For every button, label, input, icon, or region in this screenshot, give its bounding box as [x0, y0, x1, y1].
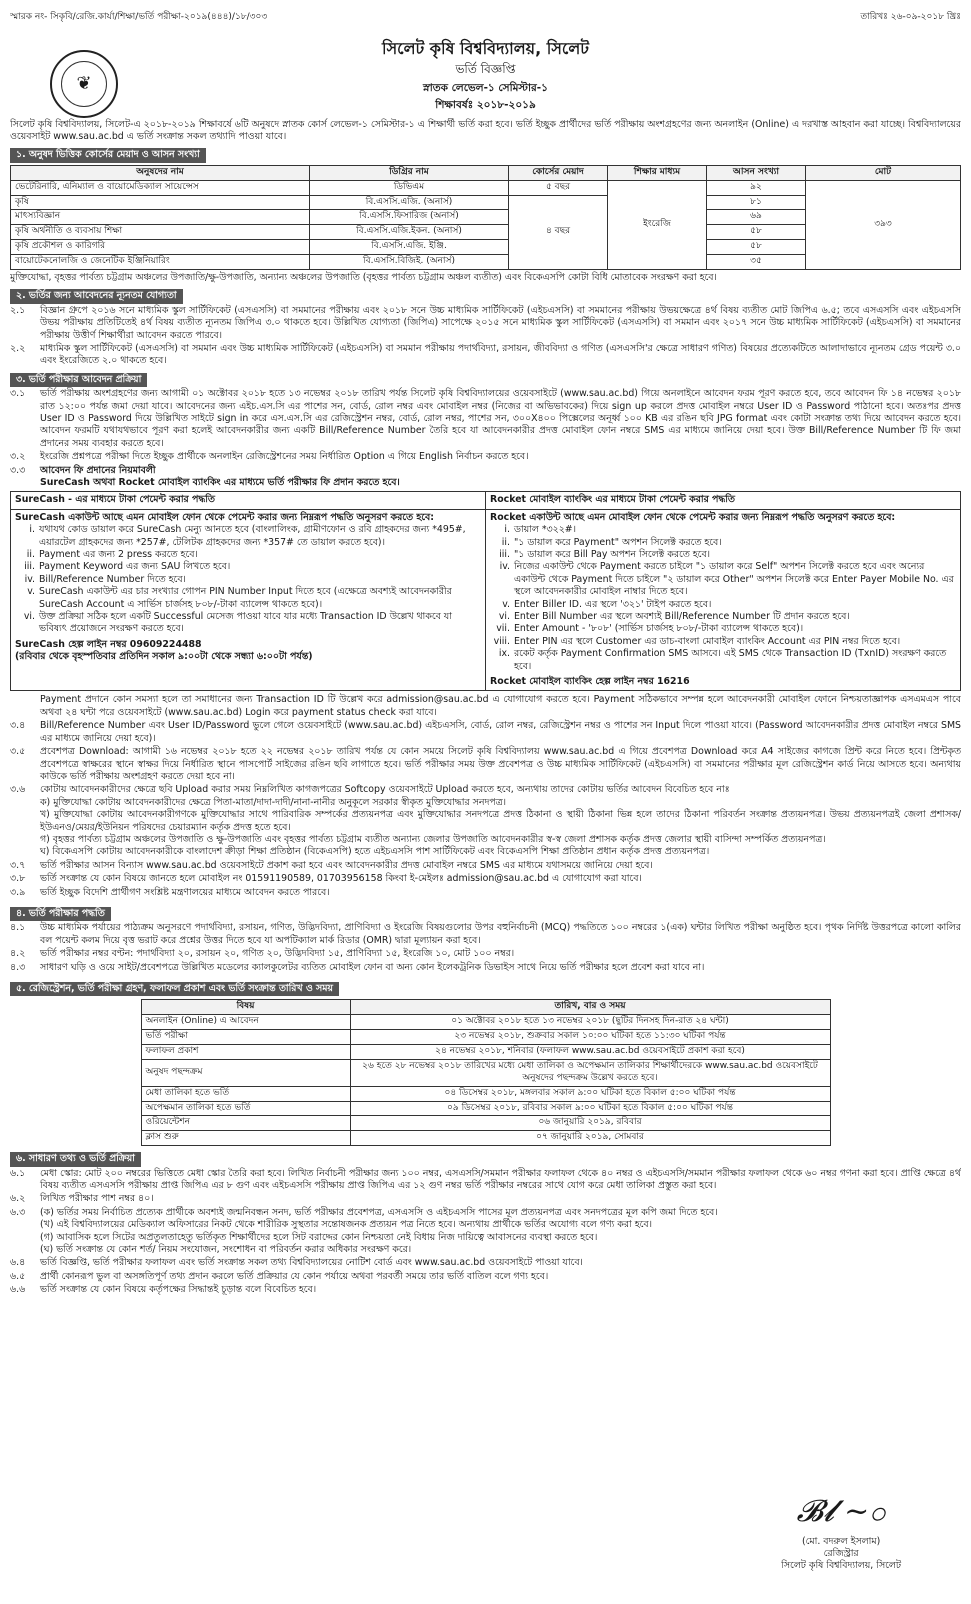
quota-doc: গ) বৃহত্তর পার্বত্য চট্টগ্রাম অঞ্চলের উপজাতি ও ক্ষু-উপজাতি এবং বৃহত্তর পার্বত্য চট্টগ্রাম ব্যতীত অন্যান্য জেলার উপজাতি আবেদনকারীর স্ব-স্ব জেলা প্রশাসক কর্তৃক প্রদত্ত জেলার স্থায়ী বাসিন্দা সম্পর্কিত প্রত্যয়নপত্র।	[40, 833, 826, 845]
faculty-table	[10, 165, 961, 270]
signature-mark-icon: 𝓑𝓵 ~⚬	[796, 1494, 886, 1529]
signatory-org: সিলেট কৃষি বিশ্ববিদ্যালয়, সিলেট	[781, 1560, 901, 1572]
list-item: ৪.৩ সাধারণ ঘড়ি ও ওয়ে সাইট/প্রবেশপত্রে উল্লিখিত মডেলের ক্যালকুলেটর ব্যতিত মোবাইল ফোন বা অন্য কোন ইলেকট্রনিক ডিভাইস সাথে নিয়ে ভর্তি পরীক্ষার হলে প্রবেশ করা যাবে না।	[10, 961, 705, 973]
seat-cell: ৩৫	[707, 255, 806, 270]
logo-emblem-icon: ❦	[61, 61, 107, 107]
section-3-title: ৩. ভর্তি পরীক্ষার আবেদন প্রক্রিয়া	[10, 373, 147, 387]
list-item: ৩.১ ভর্তি পরীক্ষায় অংশগ্রহণের জন্য আগামী ০১ অক্টোবর ২০১৮ হতে ১৩ নভেম্বর ২০১৮ তারিখ পর্যন্ত সিলেট কৃষি বিশ্ববিদ্যালয়ের ওয়েবসাইটে (www.sau.ac.bd) গিয়ে অনলাইনে আবেদন ফরম পূরণ করতে হবে, তবে আবেদন ফি ১৪ নভেম্বর ২০১৮ রাত ১২:০০ পর্যন্ত জমা দেয়া যাবে। আবেদনের জন্য এইচ.এস.সি এর পাশের সন, বোর্ড, রোল নম্বর এবং মোবাইল নম্বর (নিজের বা অভিভাবকের) দিয়ে sign up করলে প্রদত্ত মোবাইল নম্বরে User ID ও Password পাঠানো হবে। অতঃপর প্রদত্ত User ID ও Password দিয়ে উল্লিখিত সাইটে sign in করে এস.এস.সি এর রেজিস্ট্রেশন নম্বর, বোর্ড, রোল নম্বর, পাশের সন, ৩০০X৪০০ পিক্সেলের অনূর্ধ্ব ১০০ KB এর রঙিন ছবি JPG format এবং কোটা সংক্রান্ত তথ্য দিয়ে আবেদন করতে হবে। আবেদন ফরমটি যথাযথভাবে পূরণ করা হলেই আবেদনকারীর জন্য একটি Bill/Reference Number তৈরি হবে যা আবেদনকারীর প্রদত্ত মোবাইল ফোন নম্বরে SMS এর মাধ্যমে জানিয়ে দেয়া হবে। উক্ত Bill/Reference Number টি ফি জমা প্রদানের সময় ব্যবহার করতে হবে।	[10, 388, 961, 449]
admission-rule: (খ) এই বিশ্ববিদ্যালয়ের মেডিক্যাল অফিসারের নিকট থেকে শারীরিক সুস্থতার সন্তোষজনক প্রত্যয়ন পত্র নিতে হবে। অন্যথায় প্রার্থীকে ভর্তির অযোগ্য বলে গণ্য করা হবে।	[40, 1219, 652, 1231]
faculty-cell: বায়োটেকনোলজি ও জেনেটিক ইঞ্জিনিয়ারিং	[11, 255, 310, 270]
total-cell: ৩৯৩	[806, 180, 961, 269]
table-row: ভর্তি পরীক্ষা ২৩ নভেম্বর ২০১৮, শুক্রবার সকাল ১০:০০ ঘটিকা হতে ১১:৩০ ঘটিকা পর্যন্ত	[141, 1030, 830, 1045]
list-item: ৪.২ ভর্তি পরীক্ষার নম্বর বণ্টন: পদার্থবিদ্যা ২০, রসায়ন ২০, গণিত ২০, উদ্ভিদবিদ্যা ১৫, প্রাণিবিদ্যা ১৫, ইংরেজি ১০, মোট ১০০ নম্বর।	[10, 948, 515, 960]
notice-date: তারিখঃ ২৬-০৯-২০১৮ খ্রিঃ	[860, 12, 961, 22]
rocket-heading: Rocket মোবাইল ব্যাংকিং এর মাধ্যমে টাকা পেমেন্ট করার পদ্ধতি	[486, 492, 960, 509]
payment-subtitle: SureCash অথবা Rocket মোবাইল ব্যাংকিং এর মাধ্যমে ভর্তি পরীক্ষার ফি প্রদান করতে হবে।	[40, 476, 400, 488]
table-row: অনুষদ পছন্দক্রম ২৬ হতে ২৮ নভেম্বর ২০১৮ তারিখের মধ্যে মেধা তালিকা ও অপেক্ষমান তালিকার শিক্ষার্থীদেরকে www.sau.ac.bd ওয়েবসাইটে অনুষদের পছন্দক্রম উল্লেখ করতে হবে।	[141, 1059, 830, 1086]
quota-doc: ঘ) বিকেএসপি কোটায় আবেদনকারীকে বাংলাদেশ ক্রীড়া শিক্ষা প্রতিষ্ঠান (বিকেএসপি) হতে এইচএসসি পাশ সার্টিফিকেট এবং বিকেএসপি শিক্ষা প্রতিষ্ঠান প্রধান কর্তৃক প্রদত্ত প্রত্যয়নপত্র।	[40, 846, 710, 858]
session-label: শিক্ষাবর্ষঃ ২০১৮-২০১৯	[435, 98, 536, 111]
quota-doc: ক) মুক্তিযোদ্ধা কোটায় আবেদনকারীদের ক্ষেত্রে পিতা-মাতা/দাদা-দাদী/নানা-নানীর অনুকূলে সরকার স্বীকৃত মুক্তিযোদ্ধার সনদপত্র।	[40, 796, 506, 808]
header-cell: আসন সংখ্যা	[707, 165, 806, 180]
table-row: মেধা তালিকা হতে ভর্তি ০৪ ডিসেম্বর ২০১৮, মঙ্গলবার সকাল ৯:০০ ঘটিকা হতে বিকাল ৫:০০ ঘটিকা পর্যন্ত	[141, 1086, 830, 1101]
schedule-table	[141, 999, 831, 1146]
section-6-title: ৬. সাধারণ তথ্য ও ভর্তি প্রক্রিয়া	[10, 1152, 141, 1166]
table-row	[11, 180, 961, 195]
header-cell: শিক্ষার মাধ্যম	[608, 165, 707, 180]
duration-cell: ৫ বছর	[509, 180, 608, 195]
surecash-column	[11, 492, 485, 690]
list-item: iv. Bill/Reference Number দিতে হবে।	[24, 573, 186, 585]
faculty-cell: ভেটেরিনারি, এনিম্যাল ও বায়োমেডিক্যাল সায়েন্সেস	[11, 180, 310, 195]
list-item: vi. Enter Bill Number এর স্থলে অবশ্যই Bill/Reference Number টি প্রদান করতে হবে।	[498, 611, 850, 623]
list-item: ৩.৫ প্রবেশপত্র Download: আগামী ১৬ নভেম্বর ২০১৮ হতে ২২ নভেম্বর ২০১৮ তারিখ পর্যন্ত যে কোন সময়ে সিলেট কৃষি বিশ্ববিদ্যালয় www.sau.ac.bd এ গিয়ে প্রবেশপত্র Download করে A4 সাইজের কাগজে প্রিন্ট করে নিতে হবে। প্রিন্টকৃত প্রবেশপত্রে স্বাক্ষরের স্থানে স্বাক্ষর দিয়ে নির্ধারিত স্থানে পাসপোর্ট সাইজের রঙিন ছবি লাগাতে হবে। ভর্তি পরীক্ষার সময় উক্ত প্রবেশপত্র ও উচ্চ মাধ্যমিক সার্টিফিকেট (এইচএসসি) বা সমমানের পরীক্ষার মূল রেজিস্ট্রেশন কার্ড নিয়ে আসতে হবে। অন্যথায় কাউকে ভর্তি পরীক্ষায় অংশগ্রহণ করতে দেয়া হবে না।	[10, 746, 961, 782]
surecash-hours: (রবিবার থেকে বৃহস্পতিবার প্রতিদিন সকাল ৯:০০টা থেকে সন্ধ্যা ৬:০০টা পর্যন্ত)	[15, 651, 313, 663]
faculty-table-header	[11, 165, 961, 180]
table-row: ফলাফল প্রকাশ ২৪ নভেম্বর ২০১৮, শনিবার (ফলাফল www.sau.ac.bd ওয়েবসাইটে প্রকাশ করা হবে)	[141, 1045, 830, 1060]
notice-page	[10, 4, 961, 1596]
seat-cell: ৯২	[707, 180, 806, 195]
list-item: ৬.২ লিখিত পরীক্ষার পাশ নম্বর ৪০।	[10, 1193, 154, 1205]
table-row: অনলাইন (Online) এ আবেদন ০১ অক্টোবর ২০১৮ হতে ১৩ নভেম্বর ২০১৮ (ছুটির দিনসহ দিন-রাত ২৪ ঘন্টা)	[141, 1015, 830, 1030]
list-item: ৬.৬ ভর্তি সংক্রান্ত যে কোন বিষয়ে কর্তৃপক্ষের সিদ্ধান্তই চূড়ান্ত বলে বিবেচিত হবে।	[10, 1284, 317, 1296]
medium-cell: ইংরেজি	[608, 180, 707, 269]
seat-cell: ৮১	[707, 195, 806, 210]
table-row: ক্লাস শুরু ০৭ জানুয়ারি ২০১৯, সোমবার	[141, 1131, 830, 1146]
quota-doc: খ) মুক্তিযোদ্ধা কোটায় আবেদনকারীগণকে মুক্তিযোদ্ধার সাথে পারিবারিক সম্পর্কের প্রত্যয়নপত্র এবং মুক্তিযোদ্ধার সনদপত্রে প্রদত্ত ঠিকানা ও স্থায়ী ঠিকানা ভিন্ন হলে তাদের ঠিকানা পরিবর্তন সংক্রান্ত প্রত্যয়নপত্র। উভয় প্রত্যয়নপত্রই জেলা প্রশাসক/ইউএনও/মেয়র/ইউনিয়ন পরিষদের চেয়ারম্যান কর্তৃক প্রদত্ত হতে হবে।	[40, 809, 961, 833]
list-item: ২.২ মাধ্যমিক স্কুল সার্টিফিকেট (এসএসসি) বা সমমান এবং উচ্চ মাধ্যমিক সার্টিফিকেট (এইচএসসি) বা সমমান পরীক্ষায় পদার্থবিদ্যা, রসায়ন, জীববিদ্যা ও গণিত (এসএসসি'র ক্ষেত্রে সাধারণ গণিত) বিষয়ের প্রত্যেকটিতে আলাদাভাবে ন্যূনতম গ্রেড পয়েন্ট ৩.০ এবং ইংরেজিতে ২.০ থাকতে হবে।	[10, 342, 961, 367]
seat-cell: ৫৮	[707, 225, 806, 240]
list-item: ii. "১ ডায়াল করে Payment" অপশন সিলেক্ট করতে হবে।	[501, 536, 722, 548]
schedule-header	[141, 1000, 830, 1015]
faculty-cell: কৃষি প্রকৌশল ও কারিগরি	[11, 240, 310, 255]
intro-text: সিলেট কৃষি বিশ্ববিদ্যালয়, সিলেট-এ ২০১৮-২০১৯ শিক্ষাবর্ষে ৬টি অনুষদে স্নাতক কোর্স লেভেল-১ সেমিস্টার-১ এ শিক্ষার্থী ভর্তি করা হবে। ভর্তি ইচ্ছুক প্রার্থীদের ভর্তি পরীক্ষায় অংশগ্রহণের জন্য অনলাইন (Online) এ দরখাস্ত আহবান করা যাচ্ছে। বিশ্ববিদ্যালয়ের ওয়েবসাইট www.sau.ac.bd এ ভর্তি সংক্রান্ত সকল তথ্যাদি পাওয়া যাবে।	[10, 118, 961, 142]
list-item: ৪.১ উচ্চ মাধ্যমিক পর্যায়ের পাঠ্যক্রম অনুসরণে পদার্থবিদ্যা, রসায়ন, গণিত, উদ্ভিদবিদ্যা, প্রাণিবিদ্যা ও ইংরেজি বিষয়গুলোর উপর বহুনির্বাচনী (MCQ) পদ্ধতিতে ১০০ নম্বরের ১(এক) ঘন্টার লিখিত পরীক্ষা অনুষ্ঠিত হবে। পৃথক নির্দিষ্ট উত্তরপত্রে কালো কালির বল পয়েন্ট কলম দিয়ে বৃত্ত ভরাট করে প্রশ্নের উত্তর দিতে হবে যা অপটিক্যাল মার্ক রিডার (OMR) দ্বারা মূল্যায়ন করা হবে।	[10, 922, 961, 946]
header-cell: ডিগ্রির নাম	[310, 165, 509, 180]
rocket-lead: Rocket একাউন্ট আছে এমন মোবাইল ফোন থেকে পেমেন্ট করার জন্য নিম্নরূপ পদ্ধতি অনুসরণ করতে হবে:	[490, 511, 896, 523]
list-item: ৬.১ মেধা স্কোর: মোট ২০০ নম্বরের ভিত্তিতে মেধা স্কোর তৈরি করা হবে। লিখিত নির্বাচনী পরীক্ষার জন্য ১০০ নম্বর, এসএসসি/সমমান পরীক্ষার ফলাফল থেকে ৪০ নম্বর ও এইচএসসি/সমমান পরীক্ষার ফলাফল থেকে ৬০ নম্বর গণনা করা হবে। প্রাপ্তি ক্ষেত্রে ৪র্থ বিষয় ব্যতীত এসএসসি পরীক্ষায় প্রাপ্ত জিপিএ এর ৮ গুণ এবং এইচএসসি পরীক্ষায় প্রাপ্ত জিপিএ এর ১২ গুণ নম্বর ভর্তি পরীক্ষার নম্বরের সাথে যোগ করে মেধা তালিকা প্রস্তুত করা হবে।	[10, 1167, 961, 1191]
faculty-cell: কৃষি অর্থনীতি ও ব্যবসায় শিক্ষা	[11, 225, 310, 240]
list-item: ৩.২ ইংরেজি প্রশ্নপত্রে পরীক্ষা দিতে ইচ্ছুক প্রার্থীকে অনলাইন রেজিস্ট্রেশনের সময় নির্ধারিত Option এ গিয়ে English নির্বাচন করতে হবে।	[10, 451, 529, 463]
table-row: ওরিয়েন্টেশন ০৬ জানুয়ারি ২০১৯, রবিবার	[141, 1116, 830, 1131]
rocket-helpline: Rocket মোবাইল ব্যাংকিং হেল্প লাইন নম্বর 16216	[490, 676, 690, 688]
list-item: ৬.৪ ভর্তি বিজ্ঞপ্তি, ভর্তি পরীক্ষার ফলাফল এবং ভর্তি সংক্রান্ত সকল তথ্য বিশ্ববিদ্যালয়ের নোটিশ বোর্ড এবং www.sau.ac.bd ওয়েবসাইটে পাওয়া যাবে।	[10, 1257, 583, 1269]
list-item: iii. "১ ডায়াল করে Bill Pay অপশন সিলেক্ট করতে হবে।	[499, 549, 711, 560]
table-row: অপেক্ষমান তালিকা হতে ভর্তি ০৯ ডিসেম্বর ২০১৮, রবিবার সকাল ৯:০০ ঘটিকা হতে বিকাল ৫:০০ ঘটিকা পর্যন্ত	[141, 1101, 830, 1116]
header-cell: বিষয়	[141, 1000, 350, 1015]
surecash-heading: SureCash - এর মাধ্যমে টাকা পেমেন্ট করার পদ্ধতি	[11, 492, 485, 509]
degree-cell: বি.এসসি.বিজিই. (অনার্স)	[310, 255, 509, 270]
memo-number: স্মারক নং- সিকৃবি/রেজি.কার্যা/শিক্ষা/ভর্তি পরীক্ষা-২০১৯(৪৪৪)/১৮/৩০৩	[10, 12, 268, 22]
section-5-title: ৫. রেজিস্ট্রেশন, ভর্তি পরীক্ষা গ্রহণ, ফলাফল প্রকাশ এবং ভর্তি সংক্রান্ত তারিখ ও সময়	[10, 982, 339, 996]
list-item: ৩.৩ আবেদন ফি প্রদানের নিয়মাবলী	[10, 464, 156, 476]
list-item: ৩.৭ ভর্তি পরীক্ষার আসন বিন্যাস www.sau.ac.bd ওয়েবসাইটে প্রকাশ করা হবে এবং আবেদনকারীর প্রদত্ত মোবাইল নম্বরে SMS এর মাধ্যমে যথাসময়ে জানিয়ে দেয়া হবে।	[10, 859, 653, 871]
university-name: সিলেট কৃষি বিশ্ববিদ্যালয়, সিলেট	[382, 38, 589, 58]
header-cell: তারিখ, বার ও সময়	[350, 1000, 830, 1015]
degree-cell: বি.এসসি.এজি. (অনার্স)	[310, 195, 509, 210]
surecash-lead: SureCash একাউন্ট আছে এমন মোবাইল ফোন থেকে পেমেন্ট করার জন্য নিম্নরূপ পদ্ধতি অনুসরণ করতে হবে:	[15, 511, 434, 523]
degree-cell: বি.এসসি.ফিসারিজ (অনার্স)	[310, 210, 509, 225]
header-cell: কোর্সের মেয়াদ	[509, 165, 608, 180]
list-item: ix. রকেট কর্তৃক Payment Confirmation SMS আসবে। এই SMS থেকে Transaction ID (TxnID) সংরক্ষণ করতে হবে।	[498, 648, 947, 672]
admission-rule: (ঘ) ভর্তি সংক্রান্ত যে কোন শর্ত/ নিয়ম সংযোজন, সংশোধন বা পরিবর্তন করার অধিকার সংরক্ষণ করে।	[40, 1244, 412, 1255]
list-item: iii. Payment Keyword এর জন্য SAU লিখতে হবে।	[24, 561, 231, 573]
header-cell: অনুষদের নাম	[11, 165, 310, 180]
list-item: ৬.৩ (ক) ভর্তির সময় নির্বাচিত প্রত্যেক প্রার্থীকে অবশ্যই জন্মনিবন্ধন সনদ, ভর্তি পরীক্ষার প্রবেশপত্র, এসএসসি ও এইচএসসি পাসের মূল প্রত্যয়নপত্র এবং সনদপত্রের মূল কপি জমা দিতে হবে।	[10, 1206, 718, 1218]
list-item: ৬.৫ প্রার্থী কোনরূপ ভুল বা অসঙ্গতিপূর্ণ তথ্য প্রদান করলে ভর্তি প্রক্রিয়ার যে কোন পর্যায়ে অথবা পরবর্তী সময়ে তার ভর্তি বাতিল বলে গণ্য হবে।	[10, 1270, 549, 1282]
degree-cell: বি.এসসি.এজি. ইঞ্জি.	[310, 240, 509, 255]
list-item: vii. Enter Amount - '৮০৮' (সার্ভিস চার্জসহ ৮০৮/-টাকা ব্যালেন্স থাকতে হবে)।	[496, 623, 804, 635]
section-2-title: ২. ভর্তির জন্য আবেদনের ন্যূনতম যোগ্যতা	[10, 289, 183, 303]
university-logo	[50, 50, 118, 118]
level-label: স্নাতক লেভেল-১ সেমিস্টার-১	[423, 81, 548, 94]
faculty-cell: কৃষি	[11, 195, 310, 210]
list-item: ৩.৯ ভর্তি ইচ্ছুক বিদেশি প্রার্থীগণ সংশ্লিষ্ট মন্ত্রণালয়ের মাধ্যমে আবেদন করতে পারবে।	[10, 886, 330, 898]
list-item: v. Enter Biller ID. এর স্থলে '৩২১' টাইপ করতে হবে।	[502, 598, 712, 610]
degree-cell: বি.এসসি.এজি.ইকন. (অনার্স)	[310, 225, 509, 240]
list-item: ৩.৮ ভর্তি সংক্রান্ত যে কোন বিষয়ে জানতে হলে মোবাইল নং 01591190589, 01703956158 কিংবা ই-মেইলঃ admission@sau.ac.bd এ যোগাযোগ করা যাবে।	[10, 873, 642, 885]
list-item: i. ডায়াল *৩২২#।	[504, 524, 577, 536]
payment-note: Payment প্রদানে কোন সমস্যা হলে তা সমাধানের জন্য Transaction ID টি উল্লেখ করে admission@sau.ac.bd এ যোগাযোগ করতে হবে। Payment সঠিকভাবে সম্পন্ন হলে আবেদনকারী মোবাইল ফোনে নিশ্চয়তাজ্ঞাপক এসএমএস পাবে অথবা ২৪ ঘন্টা পরে ওয়েবসাইটে (www.sau.ac.bd) Login করে payment status check করা যাবে।	[40, 694, 961, 718]
signature-block	[781, 1492, 901, 1573]
quota-note: মুক্তিযোদ্ধা, বৃহত্তর পার্বত্য চট্টগ্রাম অঞ্চলের উপজাতি/ক্ষু-উপজাতি, অন্যান্য অঞ্চলের উপজাতি (বৃহত্তর পার্বত্য চট্টগ্রাম অঞ্চল ব্যতীত) এবং বিকেএসপি কোটা বিধি মোতাবেক সংরক্ষণ করা হবে।	[10, 271, 717, 283]
duration-cell: ৪ বছর	[509, 195, 608, 269]
list-item: ৩.৬ কোটায় আবেদনকারীদের ক্ষেত্রে ছবি Upload করার সময় নিম্নলিখিত কাগজপত্রের Softcopy ওয়েবসাইটে Upload করতে হবে, অন্যথায় তাদের কোটায় ভর্তির আবেদন বিবেচিত হবে নাঃ	[10, 784, 730, 796]
list-item: ২.১ বিজ্ঞান গ্রুপে ২০১৬ সনে মাধ্যমিক স্কুল সার্টিফিকেট (এসএসসি) বা সমমানের পরীক্ষায় এবং ২০১৮ সনে উচ্চ মাধ্যমিক সার্টিফিকেট (এইচএসসি) বা সমমানের পরীক্ষায় উভয়ক্ষেত্রে ৪র্থ বিষয় ব্যতীত মোট জিপিএ ৬.৫; তবে এসএসসি এবং এইচএসসি উভয় পরীক্ষায় প্রতিটিতেই ৪র্থ বিষয় ব্যতীত ন্যূনতম জিপিএ ৩.০ থাকতে হবে। উল্লিখিত যোগ্যতা (জিপিএ) সাপেক্ষে ২০১৫ সনে মাধ্যমিক স্কুল সার্টিফিকেট (এসএসসি) বা সমমান এবং ২০১৭ সনে উচ্চ মাধ্যমিক সার্টিফিকেট (এইচএসসি) বা সমমানের পরীক্ষায় উত্তীর্ণ শিক্ষার্থীরা আবেদন করতে পারবে।	[10, 304, 961, 341]
title-block	[10, 38, 961, 113]
seat-cell: ৫৮	[707, 240, 806, 255]
signatory-designation: রেজিস্ট্রার	[823, 1548, 859, 1559]
list-item: vi. উক্ত প্রক্রিয়া সঠিক হলে একটি Successful মেসেজ পাওয়া যাবে যার মধ্যে Transaction ID উল্লেখ থাকবে যা ভবিষ্যৎ প্রয়োজনে সংরক্ষণ করতে হবে।	[23, 611, 452, 635]
seat-cell: ৬৯	[707, 210, 806, 225]
payment-methods-box	[10, 491, 961, 691]
list-item: i. যথাযথ কোড ডায়াল করে SureCash মেন্যু আনতে হবে (বাংলালিংক, গ্রামীণফোন ও রবি গ্রাহকদের জন্য *495#, এয়ারটেল গ্রাহকদের জন্য *257#, টেলিটক গ্রাহকদের জন্য *357# তে ডায়াল করতে হবে)।	[29, 524, 466, 548]
surecash-helpline: SureCash হেল্প লাইন নম্বর 09609224488	[15, 638, 202, 650]
faculty-cell: মাৎস্যবিজ্ঞান	[11, 210, 310, 225]
rocket-column	[485, 492, 960, 690]
header-cell: মোট	[806, 165, 961, 180]
section-1-title: ১. অনুষদ ভিত্তিক কোর্সের মেয়াদ ও আসন সংখ্যা	[10, 148, 206, 162]
signatory-name: (মো. বদরুল ইসলাম)	[801, 1535, 881, 1547]
admission-rule: (গ) আবাসিক হলে সিটের অপ্রতুলতাহেতু ভর্তিকৃত শিক্ষার্থীদের হলে সিট বরাদ্দের কোন নিশ্চয়তা নেই বিধায় নিজ দায়িত্বে আবাসনের ব্যবস্থা করতে হবে।	[40, 1231, 598, 1243]
list-item: ii. Payment এর জন্য 2 press করতে হবে।	[26, 549, 198, 560]
list-item: iv. নিজের একাউন্ট থেকে Payment করতে চাইলে "১ ডায়াল করে Self" অপশন সিলেক্ট করতে হবে এবং অন্যের একাউন্ট থেকে Payment দিতে চাইলে "২ ডায়াল করে Other" অপশন সিলেক্ট করে Enter Payer Mobile No. এর স্থলে আবেদনকারীর মোবাইল নাম্বার দিতে হবে।	[499, 561, 954, 598]
notice-title: ভর্তি বিজ্ঞপ্তি	[455, 61, 516, 76]
degree-cell: ডিভিএম	[310, 180, 509, 195]
list-item: ৩.৪ Bill/Reference Number এবং User ID/Password ভুলে গেলে ওয়েবসাইটে (www.sau.ac.bd) এইচএসসি, বোর্ড, রোল নম্বর, রেজিস্ট্রেশন নম্বর ও পাশের সন Input দিলে পাওয়া যাবে। (Password আবেদনকারীর প্রদত্ত মোবাইল নম্বরে SMS এর মাধ্যমে জানিয়ে দেয়া হবে)।	[10, 720, 961, 744]
memo-row	[10, 12, 961, 24]
list-item: v. SureCash একাউন্ট এর চার সংখ্যার গোপন PIN Number Input দিতে হবে (এক্ষেত্রে অবশ্যই আবেদনকারীর SureCash Account এ সার্ভিস চার্জসহ ৮০৮/-টাকা ব্যালেন্স থাকতে হবে)।	[27, 586, 452, 610]
list-item: viii. Enter PIN এর স্থলে Customer এর ডাচ-বাংলা মোবাইল ব্যাংকিং Account এর PIN নম্বর দিতে হবে।	[493, 635, 901, 647]
section-4-title: ৪. ভর্তি পরীক্ষার পদ্ধতি	[10, 907, 111, 921]
